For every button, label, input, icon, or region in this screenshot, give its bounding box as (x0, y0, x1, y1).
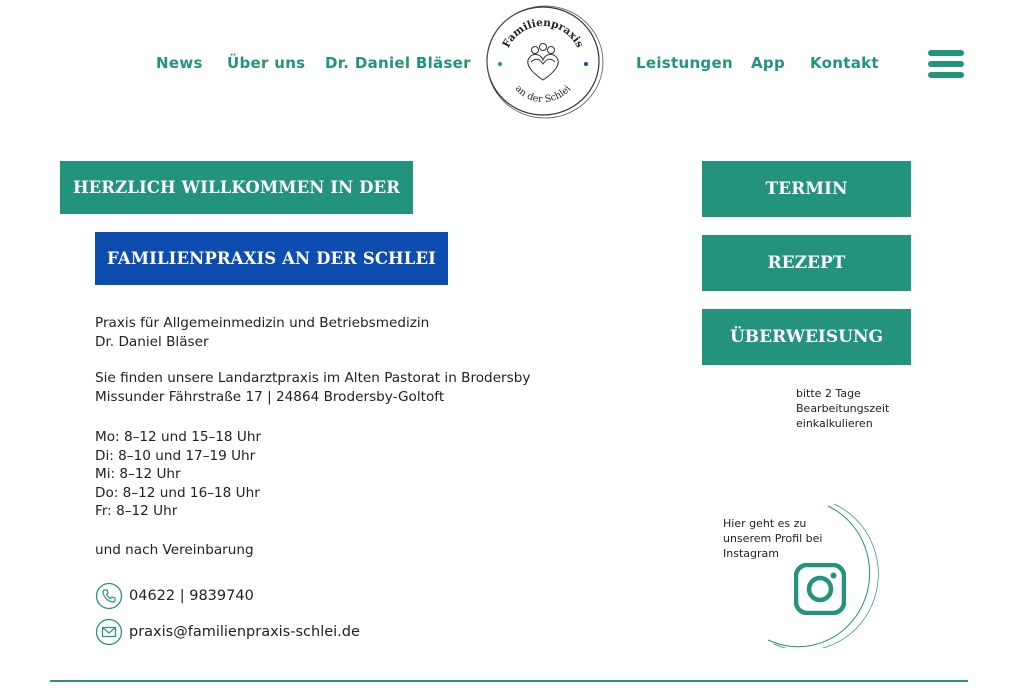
instagram-icon[interactable] (794, 563, 846, 615)
hours-mo: Mo: 8–12 und 15–18 Uhr (95, 429, 262, 445)
email-address[interactable]: praxis@familienpraxis-schlei.de (129, 624, 360, 640)
phone-icon (95, 582, 123, 610)
nav-leistungen[interactable]: Leistungen (636, 54, 733, 72)
phone-number[interactable]: 04622 | 9839740 (129, 588, 254, 604)
nav-dr-daniel-blaeser[interactable]: Dr. Daniel Bläser (325, 54, 471, 72)
practice-type: Praxis für Allgemeinmedizin und Betriebsmedizin (95, 315, 430, 331)
practice-address (95, 369, 530, 406)
practice-logo[interactable] (481, 2, 605, 120)
rezept-button[interactable]: REZEPT (702, 235, 911, 291)
hours-fr: Fr: 8–12 Uhr (95, 503, 178, 519)
logo-arc-bottom: an der Schlei (512, 83, 574, 106)
termin-button[interactable]: TERMIN (702, 161, 911, 217)
welcome-banner: HERZLICH WILLKOMMEN IN DER (60, 161, 413, 214)
location-text: Sie finden unsere Landarztpraxis im Alten Pastorat in Brodersby (95, 370, 531, 386)
hours-do: Do: 8–12 und 16–18 Uhr (95, 484, 260, 501)
nav-kontakt[interactable]: Kontakt (810, 54, 879, 72)
ueberweisung-button[interactable]: ÜBERWEISUNG (702, 309, 911, 365)
menu-hamburger-icon[interactable] (928, 50, 964, 80)
email-row[interactable] (95, 618, 360, 646)
nav-ueber-uns[interactable]: Über uns (227, 54, 306, 72)
phone-row[interactable] (95, 582, 254, 610)
mail-icon (95, 618, 123, 646)
hours-di: Di: 8–10 und 17–19 Uhr (95, 447, 256, 464)
opening-hours (95, 428, 261, 521)
processing-time-note: bitte 2 Tage Bearbeitungszeit einkalkulieren (796, 387, 890, 430)
footer-divider (50, 680, 968, 682)
nav-app[interactable]: App (751, 54, 785, 72)
doctor-name: Dr. Daniel Bläser (95, 333, 209, 350)
logo-arc-top: Familienpraxis (500, 16, 586, 50)
hours-mi: Mi: 8–12 Uhr (95, 466, 181, 482)
street-address: Missunder Fährstraße 17 | 24864 Brodersby-Goltoft (95, 388, 445, 405)
appointment-note: und nach Vereinbarung (95, 542, 254, 558)
practice-description (95, 314, 429, 351)
practice-name-banner: FAMILIENPRAXIS AN DER SCHLEI (95, 232, 448, 285)
nav-news[interactable]: News (156, 54, 203, 72)
instagram-text: Hier geht es zu unserem Profil bei Instagram (723, 517, 823, 560)
